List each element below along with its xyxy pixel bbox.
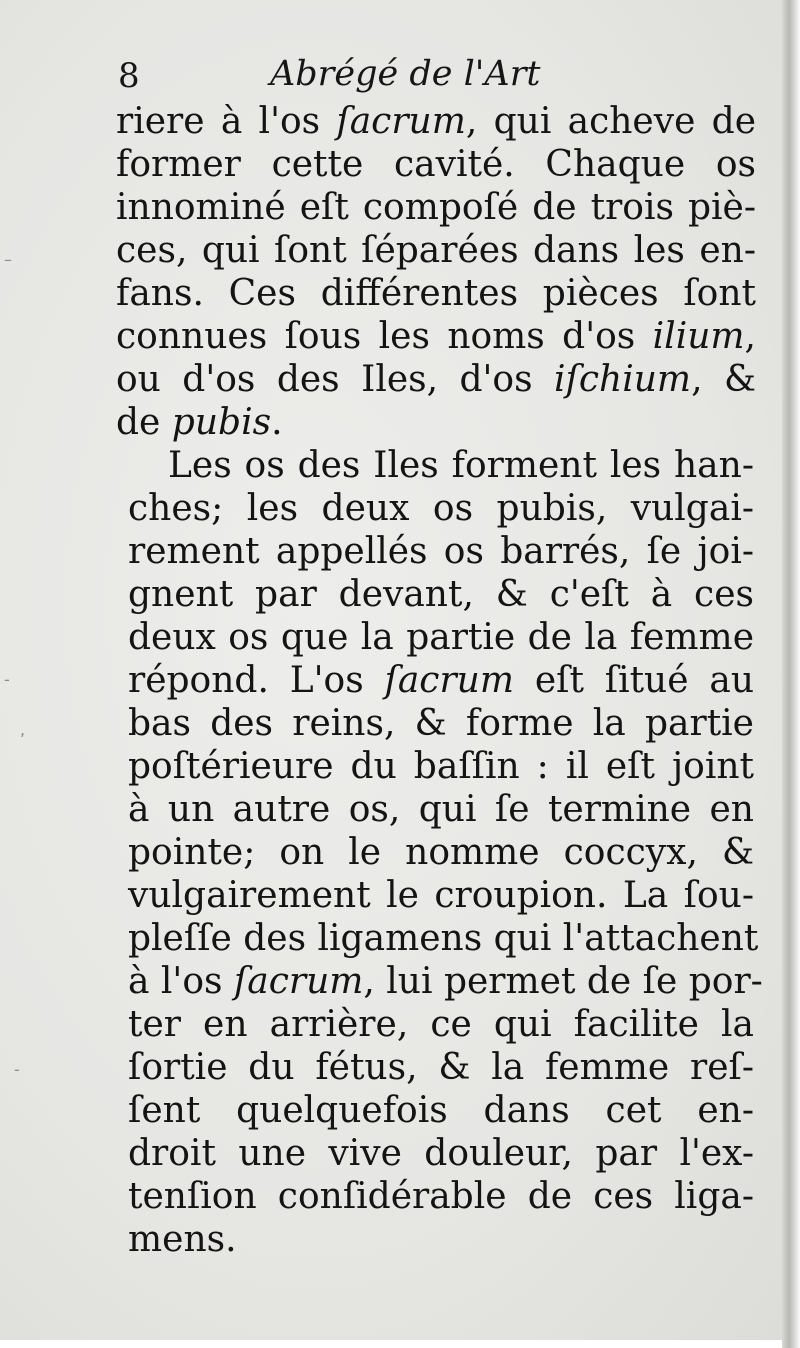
text-line — [128, 960, 763, 1003]
text-line — [116, 401, 756, 444]
text-run: innominé eſt compoſé de trois piè- — [116, 187, 756, 228]
text-run: à l'os — [128, 961, 234, 1002]
text-run: poſtérieure du baſſin : il eſt joint — [128, 746, 754, 787]
text-run: fans. Ces différentes pièces ſont — [116, 273, 756, 314]
text-line — [128, 874, 754, 917]
italic-term: ilium — [652, 316, 745, 357]
text-run: , — [744, 316, 756, 357]
text-run: ſent quelquefois dans cet en- — [128, 1090, 754, 1131]
text-line — [128, 1003, 754, 1046]
text-run: , lui permet de ſe por- — [363, 961, 763, 1002]
italic-term: ſacrum — [384, 660, 514, 701]
text-line — [116, 358, 756, 401]
margin-mark: - — [14, 1060, 20, 1079]
text-run: mens. — [128, 1219, 237, 1260]
margin-mark: - — [4, 670, 10, 689]
text-run: ſortie du fétus, & la femme reſ- — [128, 1047, 754, 1088]
text-run: ou d'os des Iles, d'os — [116, 359, 555, 400]
text-run: tenſion conſidérable de ces liga- — [128, 1176, 754, 1217]
text-run: rement appellés os barrés, ſe joi- — [128, 531, 754, 572]
text-line — [128, 788, 754, 831]
text-run: de — [116, 402, 172, 443]
text-run: former cette cavité. Chaque os — [116, 144, 756, 185]
margin-mark: – — [4, 250, 12, 269]
text-line — [116, 229, 756, 272]
text-line — [116, 315, 756, 358]
text-run: riere à l'os — [116, 101, 337, 142]
page-number: 8 — [118, 56, 140, 96]
text-line — [128, 702, 754, 745]
running-title: Abrégé de l'Art — [270, 54, 541, 94]
italic-term: ſacrum — [336, 101, 466, 142]
text-line — [128, 1218, 754, 1261]
text-run: . — [271, 402, 283, 443]
text-line — [128, 616, 754, 659]
text-line — [128, 831, 754, 874]
text-line — [116, 100, 756, 143]
text-line — [128, 530, 754, 573]
text-run: ter en arrière, ce qui facilite la — [128, 1004, 754, 1045]
text-run: , & — [691, 359, 756, 400]
text-run: bas des reins, & forme la partie — [128, 703, 754, 744]
paragraph-2 — [128, 444, 763, 1261]
text-line — [128, 1089, 754, 1132]
text-line — [116, 143, 756, 186]
text-line — [128, 745, 754, 788]
text-line — [128, 917, 759, 960]
text-run: vulgairement le croupion. La ſou- — [128, 875, 754, 916]
text-line — [128, 444, 754, 487]
text-run: gnent par devant, & c'eſt à ces — [128, 574, 754, 615]
italic-term: pubis — [171, 402, 272, 443]
text-line — [128, 659, 754, 702]
text-run: droit une vive douleur, par l'ex- — [128, 1133, 754, 1174]
text-run: pointe; on le nomme coccyx, & — [128, 832, 754, 873]
text-line — [116, 186, 756, 229]
text-run: répond. L'os — [128, 660, 385, 701]
italic-term: iſchium — [554, 359, 692, 400]
paragraph-1 — [116, 100, 756, 444]
text-run: pleſſe des ligamens qui l'attachent — [128, 918, 759, 959]
text-run: ces, qui ſont ſéparées dans les en- — [116, 230, 756, 271]
text-run: connues ſous les noms d'os — [116, 316, 653, 357]
text-run: Les os des Iles forment les han- — [168, 445, 754, 486]
text-run: , qui acheve de — [465, 101, 756, 142]
text-line — [128, 1175, 754, 1218]
text-run: ches; les deux os pubis, vulgai- — [128, 488, 754, 529]
text-line — [116, 272, 756, 315]
text-run: deux os que la partie de la femme — [128, 617, 754, 658]
page-header — [118, 50, 738, 102]
text-run: à un autre os, qui ſe termine en — [128, 789, 754, 830]
body-text — [116, 100, 763, 1261]
page-edge — [782, 0, 800, 1348]
text-line — [128, 573, 754, 616]
margin-mark: , — [20, 720, 26, 739]
italic-term: ſacrum — [233, 961, 364, 1002]
text-line — [128, 1132, 754, 1175]
text-line — [128, 1046, 754, 1089]
text-run: eſt ſitué au — [514, 660, 755, 701]
text-line — [128, 487, 754, 530]
